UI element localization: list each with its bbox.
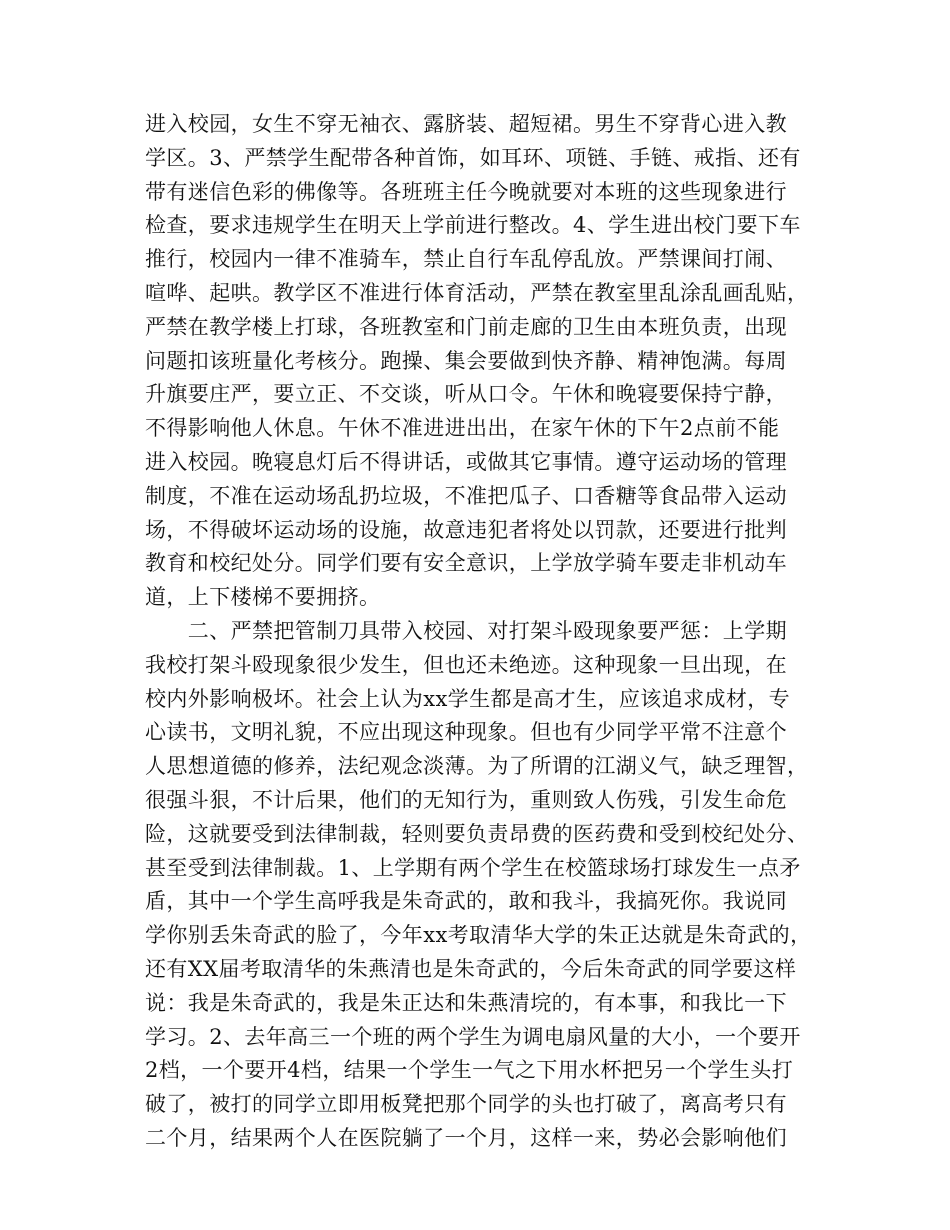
document-body: [145, 108, 815, 1156]
text-line: 带有迷信色彩的佛像等。各班班主任今晚就要对本班的这些现象进行: [145, 179, 787, 204]
text-line: 进入校园，女生不穿无袖衣、露脐装、超短裙。男生不穿背心进入教: [145, 112, 787, 136]
text-line: 险，这就要受到法律制裁，轻则要负责昂费的医药费和受到校纪处分、: [145, 821, 809, 846]
text-line: 学区。3、严禁学生配带各种首饰，如耳环、项链、手链、戒指、还有: [145, 145, 801, 170]
text-line: 制度，不准在运动场乱扔垃圾，不准把瓜子、口香糖等食品带入运动: [145, 483, 787, 508]
paragraph-start-line: 二、严禁把管制刀具带入校园、对打架斗殴现象要严惩：上学期: [145, 618, 787, 643]
text-line: 学习。2、去年高三一个班的两个学生为调电扇风量的大小，一个要开: [145, 1024, 801, 1049]
text-line: 升旗要庄严，要立正、不交谈，听从口令。午休和晚寝要保持宁静，: [145, 382, 787, 407]
text-line: 问题扣该班量化考核分。跑操、集会要做到快齐静、精神饱满。每周: [145, 348, 787, 373]
text-line: 喧哗、起哄。教学区不准进行体育活动，严禁在教室里乱涂乱画乱贴，: [145, 280, 809, 305]
text-line: 人思想道德的修养，法纪观念淡薄。为了所谓的江湖义气，缺乏理智，: [145, 754, 809, 779]
text-line: 说：我是朱奇武的，我是朱正达和朱燕清垸的，有本事，和我比一下: [145, 990, 787, 1015]
text-line: 二个月，结果两个人在医院躺了一个月，这样一来，势必会影响他们: [145, 1125, 787, 1150]
text-line: 心读书，文明礼貌，不应出现这种现象。但也有少同学平常不注意个: [145, 720, 787, 745]
text-line: 很强斗狠，不计后果，他们的无知行为，重则致人伤残，引发生命危: [145, 787, 787, 812]
text-line: 2档，一个要开4档，结果一个学生一气之下用水杯把另一个学生头打: [145, 1058, 794, 1083]
text-line: 场，不得破坏运动场的设施，故意违犯者将处以罚款，还要进行批判: [145, 517, 787, 542]
text-line: 还有XX届考取清华的朱燕清也是朱奇武的，今后朱奇武的同学要这样: [145, 956, 797, 981]
text-line: 校内外影响极坏。社会上认为xx学生都是高才生，应该追求成材，专: [145, 686, 791, 711]
text-line: 检查，要求违规学生在明天上学前进行整改。4、学生进出校门要下车: [145, 213, 801, 238]
text-line: 道，上下楼梯不要拥挤。: [145, 585, 381, 610]
text-line: 严禁在教学楼上打球，各班教室和门前走廊的卫生由本班负责，出现: [145, 314, 787, 339]
text-line: 推行，校园内一律不准骑车，禁止自行车乱停乱放。严禁课间打闹、: [145, 247, 787, 272]
text-line: 不得影响他人休息。午休不准进进出出，在家午休的下午2点前不能: [145, 416, 780, 441]
text-line: 我校打架斗殴现象很少发生，但也还未绝迹。这种现象一旦出现，在: [145, 652, 787, 677]
text-line: 学你别丢朱奇武的脸了，今年xx考取清华大学的朱正达就是朱奇武的，: [145, 923, 812, 948]
text-line: 破了，被打的同学立即用板凳把那个同学的头也打破了，离高考只有: [145, 1092, 787, 1117]
text-line: 教育和校纪处分。同学们要有安全意识，上学放学骑车要走非机动车: [145, 551, 787, 576]
text-line: 甚至受到法律制裁。1、上学期有两个学生在校篮球场打球发生一点矛: [145, 855, 801, 880]
text-line: 进入校园。晚寝息灯后不得讲话，或做其它事情。遵守运动场的管理: [145, 449, 787, 474]
text-line: 盾，其中一个学生高呼我是朱奇武的，敢和我斗，我搞死你。我说同: [145, 889, 787, 914]
